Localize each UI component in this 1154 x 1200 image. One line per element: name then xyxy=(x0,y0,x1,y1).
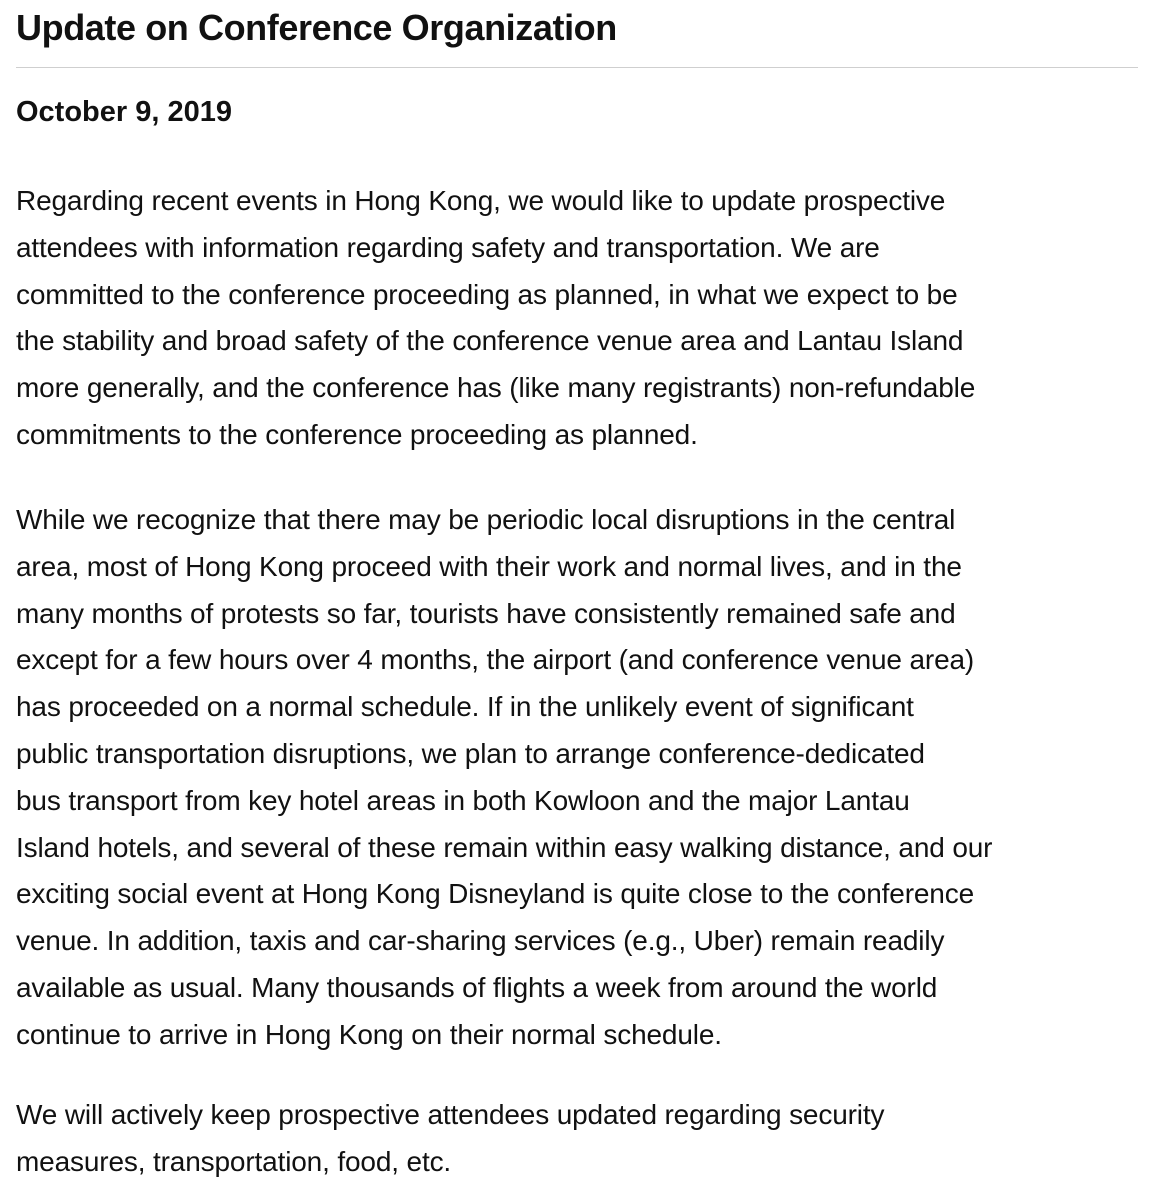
title-divider xyxy=(16,67,1138,68)
text-line: continue to arrive in Hong Kong on their normal schedule. xyxy=(16,1018,722,1050)
text-line: exciting social event at Hong Kong Disneyland is quite close to the conference xyxy=(16,878,974,910)
text-line: venue. In addition, taxis and car-sharing services (e.g., Uber) remain readily xyxy=(16,925,945,957)
text-line: While we recognize that there may be periodic local disruptions in the central xyxy=(16,504,956,535)
text-line: commitments to the conference proceeding as planned. xyxy=(16,418,698,450)
page-title: Update on Conference Organization xyxy=(16,7,617,48)
text-line: committed to the conference proceeding as planned, in what we expect to be xyxy=(16,278,958,310)
text-line: Regarding recent events in Hong Kong, we would like to update prospective xyxy=(16,185,946,216)
text-line: measures, transportation, food, etc. xyxy=(16,1145,452,1177)
paragraph-2 xyxy=(16,497,1140,1059)
text-line: We will actively keep prospective attendees updated regarding security xyxy=(16,1099,885,1130)
publish-date: October 9, 2019 xyxy=(16,96,232,128)
paragraph-3 xyxy=(16,1092,1140,1186)
text-line: bus transport from key hotel areas in both Kowloon and the major Lantau xyxy=(16,784,910,816)
text-line: more generally, and the conference has (like many registrants) non-refundable xyxy=(16,372,976,404)
document-page xyxy=(16,0,1140,1177)
paragraph-1 xyxy=(16,178,1140,459)
text-line: attendees with information regarding safety and transportation. We are xyxy=(16,231,880,263)
text-line: Island hotels, and several of these remain within easy walking distance, and our xyxy=(16,831,993,863)
text-line: available as usual. Many thousands of flights a week from around the world xyxy=(16,971,938,1003)
text-line: except for a few hours over 4 months, the airport (and conference venue area) xyxy=(16,644,975,676)
text-line: public transportation disruptions, we plan to arrange conference-dedicated xyxy=(16,737,925,769)
text-line: has proceeded on a normal schedule. If in the unlikely event of significant xyxy=(16,691,914,723)
text-line: the stability and broad safety of the conference venue area and Lantau Island xyxy=(16,325,964,357)
text-line: area, most of Hong Kong proceed with their work and normal lives, and in the xyxy=(16,550,962,582)
text-line: many months of protests so far, tourists have consistently remained safe and xyxy=(16,597,956,629)
